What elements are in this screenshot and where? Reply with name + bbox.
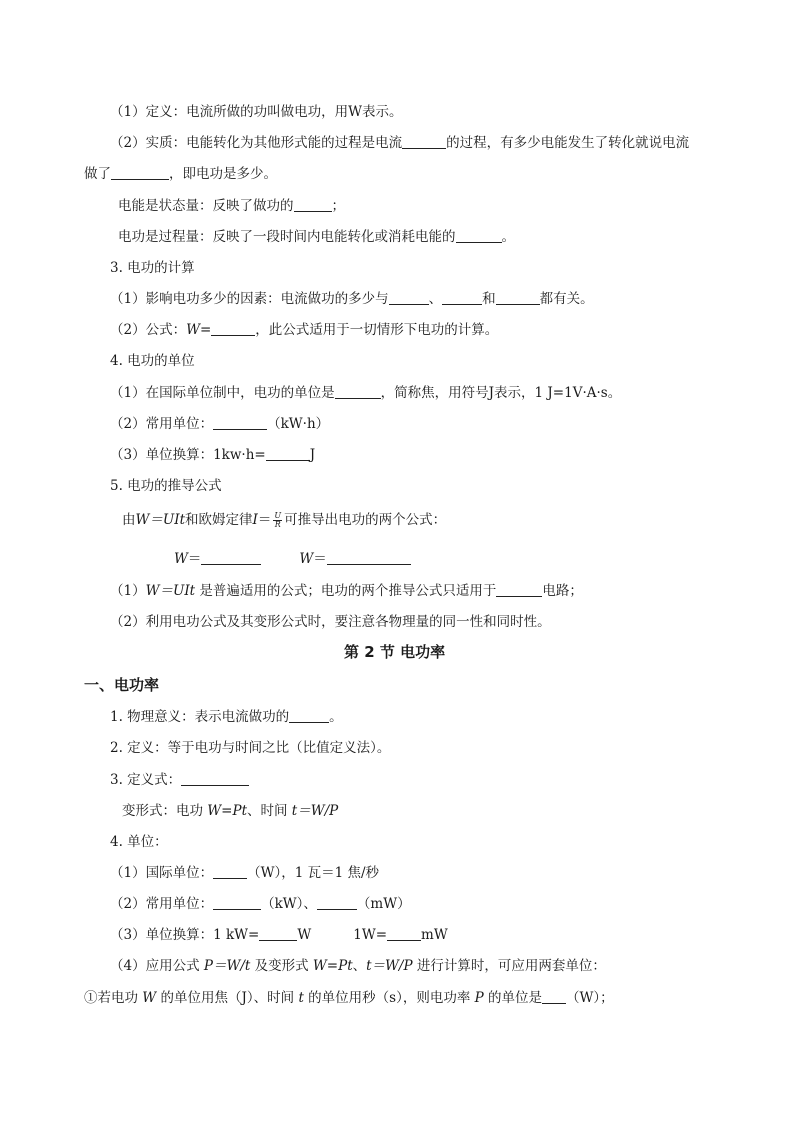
text: 第 2 节 电功率 [344, 643, 446, 661]
text: （kW）、 [261, 896, 317, 912]
blank [456, 228, 502, 243]
text: 及变形式 [250, 958, 313, 974]
factors-line [110, 290, 594, 308]
blank [317, 895, 357, 910]
unit-set-line [84, 989, 614, 1007]
variable-p: P [474, 990, 484, 1006]
formula-line [110, 321, 498, 339]
text: （2）利用电功公式及其变形公式时，要注意各物理量的同一性和同时性。 [110, 614, 551, 630]
text: 进行计算时，可应用两套单位： [412, 958, 606, 974]
blank [442, 290, 482, 305]
process-quantity-line [118, 228, 515, 246]
text: 2. 定义：等于电功与时间之比（比值定义法）。 [110, 740, 391, 756]
variant-formula-line [122, 802, 338, 820]
text: 电功是过程量：反映了一段时间内电能转化或消耗电能的 [118, 229, 456, 245]
text: （kW·h） [267, 416, 330, 432]
blank [389, 290, 429, 305]
text: 都有关。 [539, 291, 594, 307]
text: （2）实质：电能转化为其他形式能的过程是电流 [110, 135, 403, 151]
blank [259, 926, 297, 941]
text: （1）影响电功多少的因素：电流做功的多少与 [110, 291, 389, 307]
blank [111, 165, 169, 180]
formula: P＝W/t [203, 958, 251, 974]
state-quantity-line [118, 197, 345, 215]
heading-derived-formula [110, 477, 222, 495]
formula-wui: W＝UI [135, 512, 180, 528]
text: ＝ [257, 512, 272, 528]
unit-conversion-line [110, 446, 315, 464]
text: 做了 [84, 166, 111, 182]
text: （1）国际单位： [110, 865, 214, 881]
formula: W=Pt [312, 958, 353, 974]
text: 由 [122, 512, 136, 528]
fraction-denominator: R [274, 520, 281, 529]
blank [211, 321, 255, 336]
blank [402, 134, 446, 149]
text: （2）公式： [110, 322, 187, 338]
variable-i: I [252, 512, 258, 528]
text: 是普遍适用的公式；电功的两个推导公式只适用于 [195, 583, 497, 599]
heading-power-unit [110, 833, 168, 851]
text: 5. 电功的推导公式 [110, 478, 222, 494]
text: ，即电功是多少。 [169, 166, 277, 182]
section-heading-electric-power [84, 676, 159, 694]
text: （1）定义：电流所做的功叫做电功，用W表示。 [110, 104, 403, 120]
text: ，简称焦，用符号J表示，1 J=1V·A·s。 [380, 385, 622, 401]
text: 和欧姆定律 [185, 512, 253, 528]
text: （1） [110, 583, 146, 599]
text: 1W= [353, 927, 388, 943]
definition-formula-line [110, 771, 249, 789]
fraction-numerator: U [274, 511, 282, 520]
text: ＝ [187, 551, 202, 567]
text: 1. 物理意义：表示电流做功的 [110, 709, 290, 725]
formula: t＝W/P [291, 803, 339, 819]
text: J [309, 447, 316, 463]
text: 电路； [542, 583, 583, 599]
text: 4. 单位： [110, 834, 168, 850]
text: （1）在国际单位制中，电功的单位是 [110, 385, 335, 401]
essence-line [110, 134, 689, 152]
text: 可推导出电功的两个公式： [284, 512, 447, 528]
variable-w: W [142, 990, 157, 1006]
text: 的单位用秒（s），则电功率 [303, 990, 475, 1006]
text: （2）常用单位： [110, 896, 214, 912]
text: （mW） [356, 896, 411, 912]
variable-t: t [179, 512, 186, 528]
formula-wuit: W＝UIt [145, 583, 196, 599]
heading-work-calculation [110, 259, 195, 277]
blank [213, 415, 267, 430]
blank [542, 989, 566, 1004]
text: 的单位用焦（J）、时间 [156, 990, 299, 1006]
text: 的单位是 [483, 990, 543, 1006]
text: ，此公式适用于一切情形下电功的计算。 [255, 322, 499, 338]
formula: t＝W/P [366, 958, 413, 974]
text: 。 [501, 229, 515, 245]
text: 。 [329, 709, 343, 725]
common-unit-line [110, 415, 329, 433]
power-conversion-line [110, 926, 448, 944]
power-definition-line [110, 739, 390, 757]
derivation-line [122, 511, 446, 529]
derived-formulas-line [174, 550, 411, 568]
text: 和 [482, 291, 496, 307]
text: 、 [352, 958, 367, 974]
power-common-unit-line [110, 895, 411, 913]
text: 3. 定义式： [110, 772, 182, 788]
text: ＝ [313, 551, 327, 567]
text: （2）常用单位： [110, 416, 214, 432]
blank [496, 290, 540, 305]
text: W [297, 927, 312, 943]
text: （W）； [566, 990, 614, 1006]
blank [266, 446, 310, 461]
variable-t: t [298, 990, 304, 1006]
essence-line-cont [84, 165, 277, 183]
blank [181, 771, 249, 786]
variable-w: W [186, 322, 200, 338]
text: （3）单位换算：1 kW= [110, 927, 260, 943]
text: 4. 电功的单位 [110, 353, 195, 369]
blank [327, 550, 411, 565]
text: mW [421, 927, 448, 943]
formula: W=Pt [207, 803, 247, 819]
blank [335, 384, 381, 399]
si-unit-line [110, 384, 621, 402]
text: 的过程，有多少电能发生了转化就说电流 [446, 135, 690, 151]
text: = [199, 322, 212, 338]
note-line [110, 613, 551, 631]
power-si-unit-line [110, 864, 379, 882]
variable-w: W [299, 551, 314, 567]
blank [294, 197, 332, 212]
blank [201, 550, 261, 565]
text: ①若电功 [84, 990, 143, 1006]
fraction-u-over-r [273, 512, 282, 529]
text: 一、电功率 [84, 676, 160, 694]
blank [387, 926, 421, 941]
text: （4）应用公式 [110, 958, 204, 974]
blank [213, 895, 261, 910]
text: （W），1 瓦＝1 焦/秒 [247, 865, 380, 881]
blank [289, 708, 329, 723]
physical-meaning-line [110, 708, 343, 726]
blank [213, 864, 247, 879]
blank [496, 582, 542, 597]
heading-work-unit [110, 352, 195, 370]
text: 变形式：电功 [122, 803, 208, 819]
text: 、 [428, 291, 443, 307]
text: 3. 电功的计算 [110, 260, 195, 276]
definition-line [110, 103, 402, 121]
variable-w: W [174, 551, 188, 567]
universal-formula-line [110, 582, 583, 600]
text: （3）单位换算：1kw·h= [110, 447, 266, 463]
text: ； [331, 198, 345, 214]
apply-formula-line [110, 957, 606, 975]
section-title [344, 643, 445, 661]
text: 、时间 [247, 803, 292, 819]
text: 电能是状态量：反映了做功的 [118, 198, 294, 214]
